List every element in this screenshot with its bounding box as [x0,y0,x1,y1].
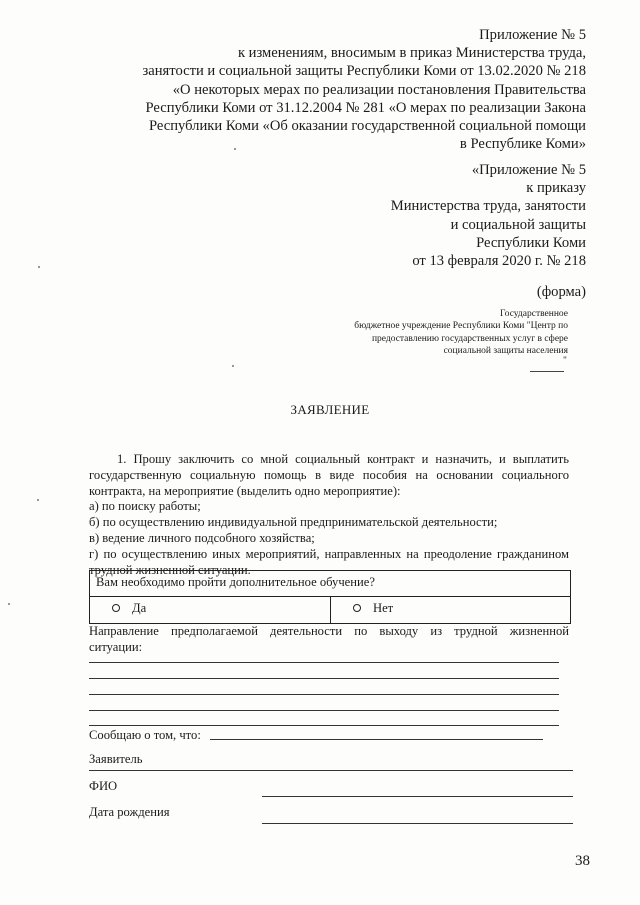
option-a: а) по поиску работы; [89,499,201,514]
recipient-line: бюджетное учреждение Республики Коми "Центр по [354,321,568,332]
inform-label: Сообщаю о том, что: [89,728,201,742]
recipient-block [268,308,568,358]
recipient-line: социальной защиты населения [443,346,568,357]
applicant-label: Заявитель [89,752,143,766]
applicant-signature-line[interactable] [89,770,573,771]
option-v: в) ведение личного подсобного хозяйства; [89,530,315,545]
fio-label: ФИО [89,779,118,793]
header-line: Республики Коми [476,234,586,251]
recipient-line: предоставлению государственных услуг в сфере [371,333,568,344]
direction-answer-line[interactable] [89,694,559,695]
scan-speck [8,603,10,605]
request-line: государственную социальную помощь в виде пособия на основании социального [89,467,569,482]
birthdate-label: Дата рождения [89,805,170,819]
direction-answer-line[interactable] [89,725,559,726]
yes-radio[interactable] [112,604,120,612]
inform-answer-line[interactable] [210,739,543,740]
request-line: 1. Прошу заключить со мной социальный контракт и назначить, и выплатить [117,452,569,466]
training-question: Вам необходимо пройти дополнительное обучение? [96,575,375,589]
header-line: Приложение № 5 [479,27,586,43]
scan-speck [232,365,234,367]
header-line: Министерства труда, занятости [390,198,586,215]
form-label: (форма) [536,284,586,300]
no-label: Нет [373,601,394,615]
no-option[interactable] [353,601,393,616]
fio-field-line[interactable] [262,796,573,797]
header-line: и социальной защиты [450,216,586,233]
request-line: контракта, на мероприятие (выделить одно мероприятие): [89,483,401,498]
scan-speck [234,148,236,150]
page-number: 38 [575,853,590,869]
direction-paragraph [89,624,569,656]
direction-answer-line[interactable] [89,710,559,711]
header-line: занятости и социальной защиты Республики Коми от 13.02.2020 № 218 [142,63,586,80]
header-line: Республики Коми от 31.12.2004 № 281 «О мерах по реализации Закона [145,99,586,116]
amendment-header [66,26,586,153]
header-line: Республики Коми «Об оказании государственной социальной помощи [148,118,586,135]
yes-cell[interactable] [90,597,331,623]
direction-answer-line[interactable] [89,662,559,663]
recipient-line: Государственное [500,309,568,319]
training-table [89,570,571,624]
document-title: ЗАЯВЛЕНИЕ [290,402,370,417]
request-paragraph [89,452,569,578]
direction-line: ситуации: [89,639,143,654]
yes-option[interactable] [112,601,146,616]
no-cell[interactable] [331,597,570,623]
header-line: к приказу [526,180,586,197]
recipient-blank-line [530,371,564,372]
option-b: б) по осуществлению индивидуальной предпринимательской деятельности; [89,515,498,530]
direction-answer-line[interactable] [89,678,559,679]
scan-speck [37,499,39,501]
option-g-cont: трудной жизненной ситуации. [89,562,251,577]
header-line: «О некоторых мерах по реализации постановления Правительства [172,81,586,98]
header-line: «Приложение № 5 [471,162,586,178]
header-line: к изменениям, вносимым в приказ Министерства труда, [237,45,586,62]
yes-label: Да [132,601,147,615]
birthdate-field-line[interactable] [262,823,573,824]
direction-line: Направление предполагаемой деятельности по выходу из трудной жизненной [89,624,569,638]
no-radio[interactable] [353,604,361,612]
training-question-row [90,571,570,597]
header-line: в Республике Коми» [459,136,586,153]
option-g: г) по осуществлению иных мероприятий, направленных на преодоление гражданином [89,546,569,561]
header-line: от 13 февраля 2020 г. № 218 [412,253,586,270]
order-appendix-header [256,161,586,270]
scan-speck [38,266,40,268]
recipient-closing-quote: " [563,356,567,366]
